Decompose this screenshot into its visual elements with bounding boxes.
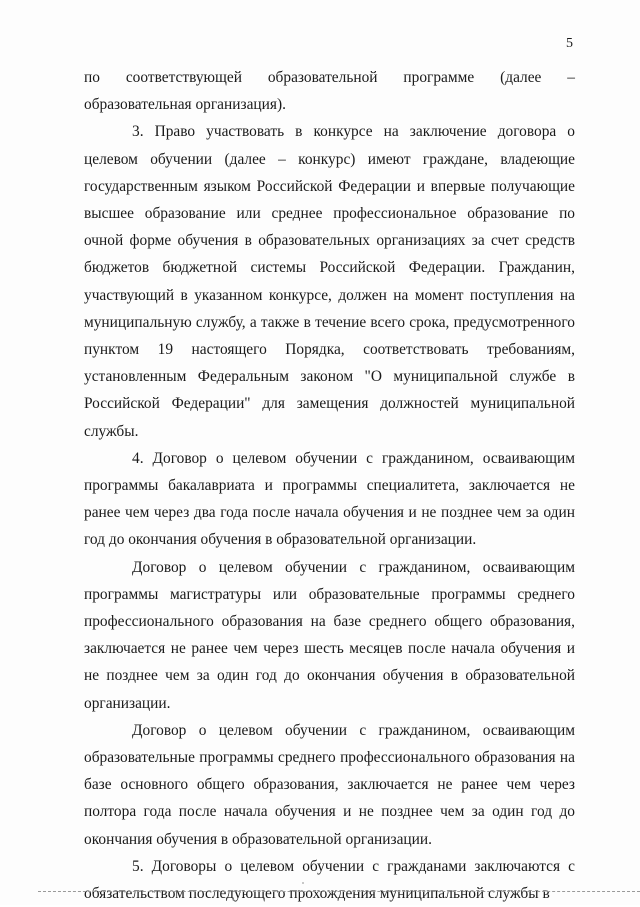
page-bottom-edge	[38, 891, 640, 893]
document-body	[84, 64, 575, 907]
paragraph-clause-5: 5. Договоры о целевом обучении с гражданами заключаются с обязательством последующего прохождения муниципальной службы в	[84, 857, 575, 903]
paragraph-clause-3: 3. Право участвовать в конкурсе на заключение договора о целевом обучении (далее – конкурс) имеют граждане, владеющие государственным языком Российской Федерации и впервые получающие высшее образование или среднее профессиональное образование по очной форме обучения в образовательных организациях за счет средств бюджетов бюджетной системы Российской Федерации. Гражданин, участвующий в указанном конкурсе, должен на момент поступления на муниципальную службу, а также в течение всего срока, предусмотренного пунктом 19 настоящего Порядка, соответствовать требованиям, установленным Федеральным законом "О муниципальной службе в Российской Федерации" для замещения должностей муниципальной службы.	[84, 123, 575, 440]
paragraph-continuation: по соответствующей образовательной программе (далее – образовательная организация).	[84, 69, 575, 114]
paragraph-clause-4-masters: Договор о целевом обучении с гражданином, осваивающим программы магистратуры или образовательные программы среднего профессионального образования на базе среднего общего образования, заключается не ранее чем через шесть месяцев после начала обучения и не позднее чем за один год до окончания обучения в образовательной организации.	[84, 558, 575, 712]
scan-artifact	[302, 882, 304, 884]
paragraph-clause-4: 4. Договор о целевом обучении с гражданином, осваивающим программы бакалавриата и программы специалитета, заключается не ранее чем через два года после начала обучения и не позднее чем за один год до окончания обучения в образовательной организации.	[84, 449, 575, 549]
paragraph-clause-4-basic-general: Договор о целевом обучении с гражданином, осваивающим образовательные программы среднего профессионального образования на базе основного общего образования, заключается не ранее чем через полтора года после начала обучения и не позднее чем за один год до окончания обучения в образовательной организации.	[84, 721, 575, 848]
page-number: 5	[566, 36, 573, 51]
